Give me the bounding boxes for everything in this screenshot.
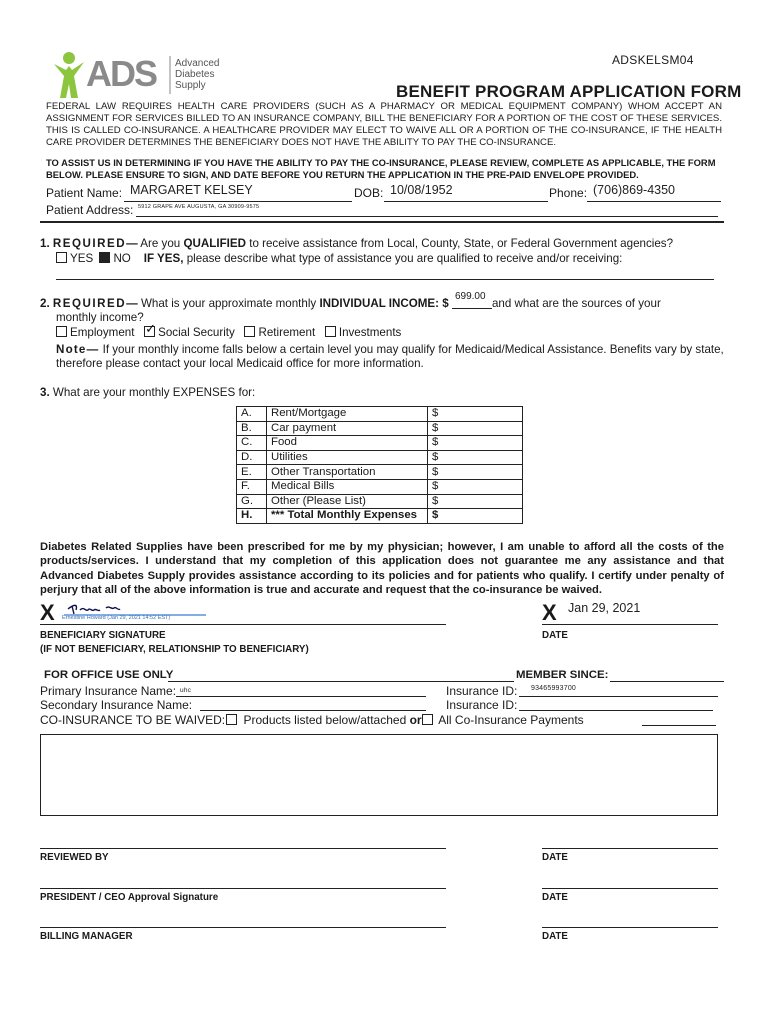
row-letter: G.: [237, 494, 267, 509]
row-letter: C.: [237, 436, 267, 451]
secondary-insurance-label: Secondary Insurance Name:: [40, 698, 193, 712]
signer-caption: Ernestine Howard (Jan 29, 2021 14:52 EST): [62, 615, 171, 621]
q2-note-text: If your monthly income falls below a certain level you may qualify for Medicaid/Medical Assistance. Benefits vary by state, therefore please contact your local Medicaid office for more information.: [56, 343, 724, 370]
intro-paragraph: FEDERAL LAW REQUIRES HEALTH CARE PROVIDERS (SUCH AS A PHARMACY OR MEDICAL EQUIPMENT COMPANY) WHOM ACCEPT AN ASSIGNMENT FOR SERVICES BILLED TO AN INSURANCE COMPANY, BILL THE BENEFICIARY FOR A PORTION OF THE COST OF THESE SERVICES. THIS IS CALLED CO-INSURANCE. A HEALTHCARE PROVIDER MAY ELECT TO WAIVE ALL OR A PORTION OF THE CO-INSURANCE, IF THE HEALTH CARE PROVIDER DETERMINES THE BENEFICIARY DOES NOT HAVE THE ABILITY TO PAY THE CO-INSURANCE.: [46, 101, 722, 148]
products-listed-label: Products listed below/attached: [243, 713, 407, 727]
patient-name-label: Patient Name:: [46, 186, 123, 200]
primary-insurance-value: uhc: [180, 687, 192, 694]
reviewed-by-line[interactable]: [40, 848, 446, 849]
q2-income-value: 699.00: [454, 291, 486, 302]
row-description: Food: [267, 436, 428, 451]
patient-address-label: Patient Address:: [46, 203, 134, 217]
beneficiary-relationship-note: (IF NOT BENEFICIARY, RELATIONSHIP TO BENEFICIARY): [40, 644, 309, 655]
insurance-id-2-label: Insurance ID:: [446, 698, 518, 712]
row-letter: H.: [237, 509, 267, 524]
logo-line-2: Diabetes: [175, 69, 215, 80]
billing-date-label: DATE: [542, 931, 568, 942]
row-amount[interactable]: $: [428, 494, 523, 509]
q1-no-label: NO: [113, 252, 131, 265]
president-date-label: DATE: [542, 892, 568, 903]
row-amount[interactable]: $: [428, 436, 523, 451]
phone-label: Phone:: [549, 186, 588, 200]
insurance-id-field[interactable]: [519, 696, 718, 697]
source-employment-checkbox[interactable]: [56, 326, 67, 337]
primary-insurance-field[interactable]: [176, 696, 426, 697]
section-divider: [40, 221, 724, 223]
q2-text-a: What is your approximate monthly: [140, 297, 317, 310]
all-coinsurance-checkbox[interactable]: [422, 714, 433, 725]
q2-number: 2.: [40, 297, 50, 310]
q2-text-c: monthly income?: [56, 311, 144, 324]
patient-address-field[interactable]: [136, 201, 718, 217]
q1-text-a: Are you: [140, 237, 181, 250]
q2-income-sources: [56, 326, 476, 340]
q1-description-line[interactable]: [56, 279, 714, 280]
beneficiary-signature-label: BENEFICIARY SIGNATURE: [40, 630, 166, 641]
insurance-id-value: 93465993700: [531, 685, 577, 692]
form-title: BENEFIT PROGRAM APPLICATION FORM: [396, 82, 742, 101]
q2-income-label: INDIVIDUAL INCOME:: [319, 297, 440, 310]
table-row-total: [237, 509, 523, 524]
q2-note: [56, 343, 724, 371]
member-since-field[interactable]: [610, 681, 724, 682]
q1-text: [40, 237, 724, 251]
signature-line: [40, 624, 446, 625]
row-amount[interactable]: $: [428, 407, 523, 422]
office-use-heading: FOR OFFICE USE ONLY: [44, 669, 174, 681]
row-letter: E.: [237, 465, 267, 480]
primary-insurance-label: Primary Insurance Name:: [40, 684, 177, 698]
q1-dash: —: [126, 237, 138, 250]
signature-x-mark: X: [40, 600, 55, 625]
billing-date-line[interactable]: [542, 927, 718, 928]
or-label: or: [409, 713, 422, 727]
reviewed-by-label: REVIEWED BY: [40, 852, 109, 863]
date-line: [542, 624, 718, 625]
coinsurance-waived-row: [40, 713, 730, 727]
secondary-insurance-field[interactable]: [200, 710, 426, 711]
q1-if-yes: IF YES,: [143, 252, 184, 265]
phone-value: (706)869-4350: [593, 183, 676, 197]
q2-required: REQUIRED: [52, 297, 127, 310]
row-letter: D.: [237, 450, 267, 465]
q1-yes-label: YES: [70, 252, 94, 265]
q1-if-yes-text: please describe what type of assistance you are qualified to receive and/or receiving:: [186, 252, 623, 265]
row-amount[interactable]: $: [428, 509, 523, 524]
row-amount[interactable]: $: [428, 465, 523, 480]
q3-number: 3.: [40, 386, 50, 399]
q2-income-field[interactable]: [452, 291, 492, 309]
row-amount[interactable]: $: [428, 421, 523, 436]
q1-text-b: to receive assistance from Local, County, State, or Federal Government agencies?: [249, 237, 674, 250]
row-description: *** Total Monthly Expenses: [267, 509, 428, 524]
insurance-id-2-field[interactable]: [519, 710, 713, 711]
q1-required: REQUIRED: [52, 237, 127, 250]
table-row: [237, 479, 523, 494]
table-row: [237, 436, 523, 451]
table-row: [237, 494, 523, 509]
q1-qualified: QUALIFIED: [183, 237, 246, 250]
logo-wordmark: [175, 58, 219, 91]
logo-line-3: Supply: [175, 80, 206, 91]
q1-yes-checkbox[interactable]: [56, 252, 67, 263]
q2-note-label: Note—: [56, 343, 100, 356]
president-date-line[interactable]: [542, 888, 718, 889]
products-listed-checkbox[interactable]: [226, 714, 237, 725]
products-list-box[interactable]: [40, 734, 718, 816]
dob-value: 10/08/1952: [390, 183, 453, 197]
reviewed-date-label: DATE: [542, 852, 568, 863]
row-letter: A.: [237, 407, 267, 422]
coinsurance-waived-label: CO-INSURANCE TO BE WAIVED:: [40, 713, 226, 727]
patient-address-value: 5912 GRAPE AVE AUGUSTA, GA 30909-9575: [138, 204, 260, 210]
table-row: [237, 465, 523, 480]
beneficiary-signature[interactable]: [62, 600, 212, 622]
row-amount[interactable]: $: [428, 450, 523, 465]
q1-number: 1.: [40, 237, 50, 250]
phone-field[interactable]: [587, 183, 721, 202]
q3-question: What are your monthly EXPENSES for:: [52, 386, 256, 399]
q2-dash: —: [126, 297, 138, 310]
reviewed-date-line[interactable]: [542, 848, 718, 849]
president-signature-line[interactable]: [40, 888, 446, 889]
table-row: [237, 450, 523, 465]
q1-answer-row: [56, 252, 622, 266]
table-row: [237, 421, 523, 436]
q2-text-b: and what are the sources of your: [491, 297, 661, 310]
patient-name-field[interactable]: [124, 183, 352, 202]
billing-manager-line[interactable]: [40, 927, 446, 928]
source-employment-label: Employment: [70, 326, 135, 339]
signature-date-label: DATE: [542, 630, 568, 641]
table-row: [237, 407, 523, 422]
expenses-table: [236, 406, 523, 524]
assist-paragraph: TO ASSIST US IN DETERMINING IF YOU HAVE THE ABILITY TO PAY THE CO-INSURANCE, PLEASE REVIEW, COMPLETE AS APPLICABLE, THE FORM BELOW. PLEASE ENSURE TO SIGN, AND DATE BEFORE YOU RETURN THE APPLICATION IN THE PRE-PAID ENVELOPE PROVIDED.: [46, 157, 716, 180]
row-description: Medical Bills: [267, 479, 428, 494]
patient-name-value: MARGARET KELSEY: [130, 183, 253, 197]
row-description: Other Transportation: [267, 465, 428, 480]
source-retirement-checkbox[interactable]: [244, 326, 255, 337]
attestation-paragraph: Diabetes Related Supplies have been prescribed for me by my physician; however, I am unable to afford all the costs of the products/services. I understand that my completion of this application does not guarantee me any assistance and that Advanced Diabetes Supply provides assistance according to its policies and for patients who qualify. I certify under penalty of perjury that all of the above information is true and accurate and request that the co-insurance be waived.: [40, 541, 724, 597]
form-code: ADSKELSM04: [612, 53, 694, 67]
dob-field[interactable]: [384, 183, 548, 202]
logo-line-1: Advanced: [175, 58, 220, 69]
q2-dollar: $: [442, 297, 449, 310]
source-social-security-checkbox[interactable]: [144, 326, 155, 337]
office-use-line: [168, 681, 514, 682]
all-coinsurance-label: All Co-Insurance Payments: [438, 713, 584, 727]
q1-no-checkbox[interactable]: [99, 252, 110, 263]
source-investments-label: Investments: [338, 326, 402, 339]
row-description: Rent/Mortgage: [267, 407, 428, 422]
insurance-id-label: Insurance ID:: [446, 684, 518, 698]
source-social-security-label: Social Security: [158, 326, 235, 339]
logo-mark-text: ADS: [86, 53, 157, 94]
date-x-mark: X: [542, 600, 557, 625]
dob-label: DOB:: [354, 186, 384, 200]
row-letter: B.: [237, 421, 267, 436]
source-retirement-label: Retirement: [258, 326, 316, 339]
q2-text: [40, 291, 724, 311]
row-description: Car payment: [267, 421, 428, 436]
row-letter: F.: [237, 479, 267, 494]
q3-text: [40, 386, 255, 400]
signature-date-value[interactable]: Jan 29, 2021: [568, 601, 641, 615]
row-description: Other (Please List): [267, 494, 428, 509]
all-coinsurance-field[interactable]: [642, 725, 716, 726]
row-amount[interactable]: $: [428, 479, 523, 494]
president-label: PRESIDENT / CEO Approval Signature: [40, 892, 219, 903]
billing-manager-label: BILLING MANAGER: [40, 931, 133, 942]
member-since-label: MEMBER SINCE:: [516, 669, 609, 681]
row-description: Utilities: [267, 450, 428, 465]
source-investments-checkbox[interactable]: [325, 326, 336, 337]
